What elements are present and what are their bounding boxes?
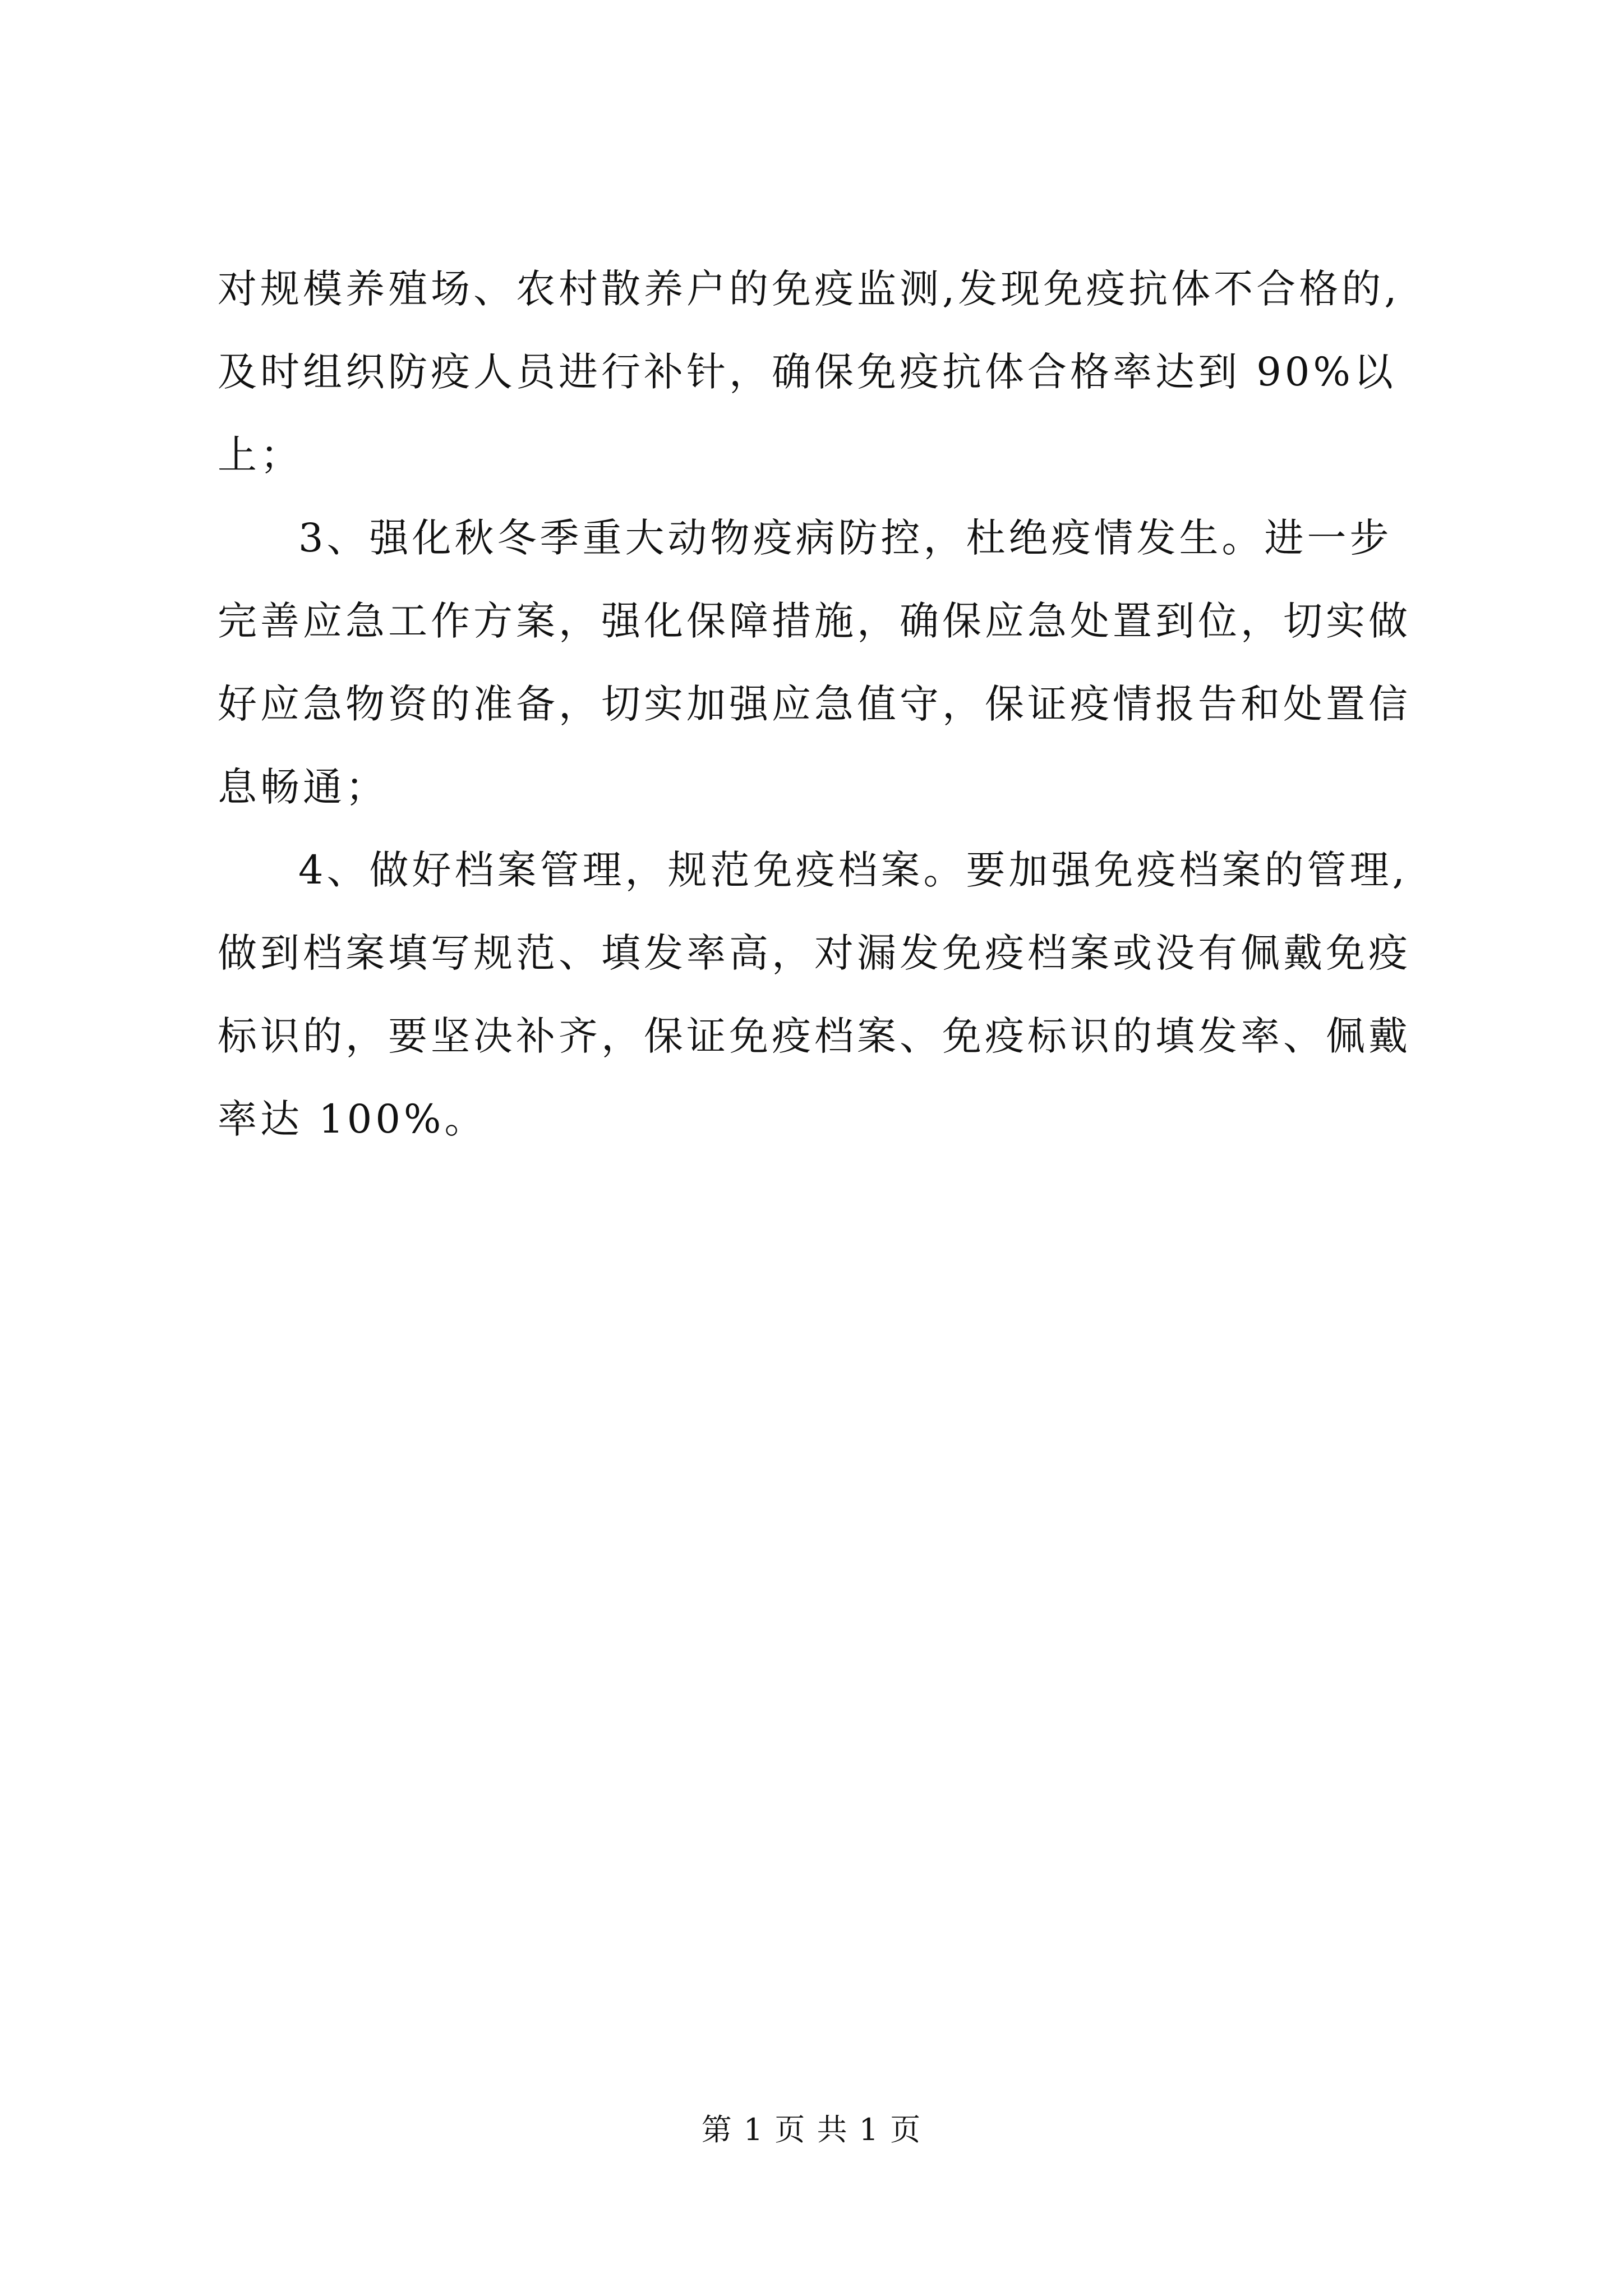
paragraph-4-line-4: 率达 100%。 [218,1096,487,1142]
text-line-2: 及时组织防疫人员进行补针，确保免疫抗体合格率达到 90%以 [218,349,1396,395]
page-footer: 第 1 页 共 1 页 [701,2112,922,2147]
text-line-3: 上； [218,432,303,478]
text-line-1: 对规模养殖场、农村散养户的免疫监测,发现免疫抗体不合格的, [218,266,1400,312]
paragraph-3-line-2: 完善应急工作方案，强化保障措施，确保应急处置到位，切实做 [218,598,1411,644]
paragraph-3-line-4: 息畅通； [218,764,388,810]
paragraph-3-line-1: 3、强化秋冬季重大动物疫病防控，杜绝疫情发生。进一步 [298,515,1393,561]
paragraph-4-line-3: 标识的，要坚决补齐，保证免疫档案、免疫标识的填发率、佩戴 [218,1013,1411,1059]
paragraph-3-line-3: 好应急物资的准备，切实加强应急值守，保证疫情报告和处置信 [218,681,1411,727]
paragraph-4-line-2: 做到档案填写规范、填发率高，对漏发免疫档案或没有佩戴免疫 [218,930,1411,976]
paragraph-4-line-1: 4、做好档案管理，规范免疫档案。要加强免疫档案的管理, [298,847,1408,893]
